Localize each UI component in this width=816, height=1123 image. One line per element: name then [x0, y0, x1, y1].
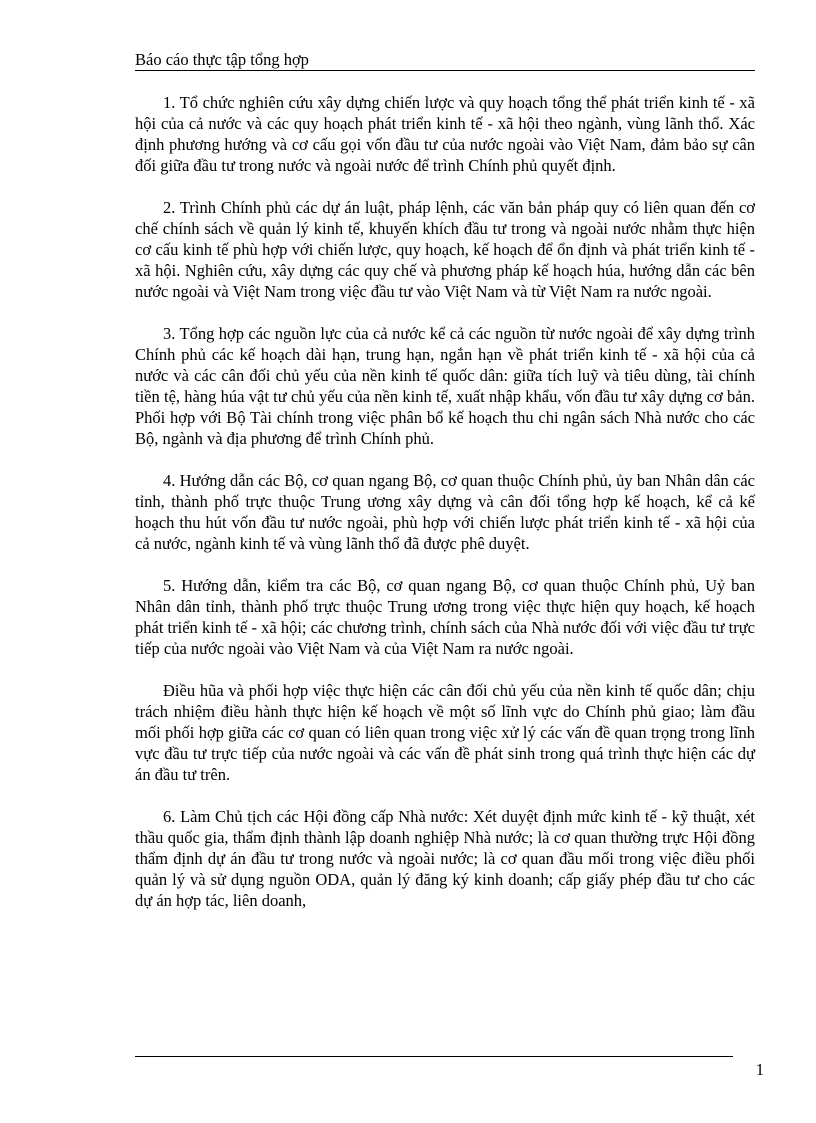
paragraph-2: 2. Trình Chính phủ các dự án luật, pháp lệnh, các văn bản pháp quy có liên quan đến cơ chế chính sách về quản lý kinh tế, khuyến khích đầu tư trong và ngoài nước nhằm thực hiện cơ cấu kinh tế phù hợp với chiến lược, quy hoạch, kế hoạch để ổn định và phát triển kinh tế - xã hội. Nghiên cứu, xây dựng các quy chế và phương pháp kế hoạch húa, hướng dẫn các bên nước ngoài và Việt Nam trong việc đầu tư vào Việt Nam và từ Việt Nam ra nước ngoài.: [135, 198, 755, 301]
paragraph-1: 1. Tổ chức nghiên cứu xây dựng chiến lược và quy hoạch tổng thể phát triển kinh tế - xã hội của cả nước và các quy hoạch phát triển kinh tế - xã hội theo ngành, vùng lãnh thổ. Xác định phương hướng và cơ cấu gọi vốn đầu tư của nước ngoài vào Việt Nam, đảm bảo sự cân đối giữa đầu tư trong nước và ngoài nước để trình Chính phủ quyết định.: [135, 93, 755, 175]
paragraph-5: 5. Hướng dẫn, kiểm tra các Bộ, cơ quan ngang Bộ, cơ quan thuộc Chính phủ, Uỷ ban Nhân dân tỉnh, thành phố trực thuộc Trung ương trong việc thực hiện quy hoạch, kế hoạch phát triển kinh tế - xã hội; các chương trình, chính sách của Nhà nước đối với việc đầu tư trực tiếp của nước ngoài vào Việt Nam và của Việt Nam ra nước ngoài.: [135, 576, 755, 658]
page-number: 1: [755, 1060, 764, 1079]
paragraph-coordination: Điều hũa và phối hợp việc thực hiện các cân đối chủ yếu của nền kinh tế quốc dân; chịu trách nhiệm điều hành thực hiện kế hoạch về một số lĩnh vực do Chính phủ giao; làm đầu mối phối hợp giữa các cơ quan có liên quan trong việc xử lý các vấn đề quan trọng trong lĩnh vực đầu tư trực tiếp của nước ngoài và các vấn đề phát sinh trong quá trình thực hiện các dự án đầu tư trên.: [135, 681, 755, 784]
header-title: Báo cáo thực tập tổng hợp: [135, 50, 309, 69]
paragraph-3: 3. Tổng hợp các nguồn lực của cả nước kể cả các nguồn từ nước ngoài để xây dựng trình Chính phủ các kế hoạch dài hạn, trung hạn, ngắn hạn về phát triển kinh tế - xã hội của cả nước và các cân đối chủ yếu của nền kinh tế quốc dân: giữa tích luỹ và tiêu dùng, tài chính tiền tệ, hàng húa vật tư chủ yếu của nền kinh tế, xuất nhập khẩu, vốn đầu tư xây dựng cơ bản. Phối hợp với Bộ Tài chính trong việc phân bổ kế hoạch thu chi ngân sách Nhà nước cho các Bộ, ngành và địa phương để trình Chính phủ.: [135, 324, 755, 448]
footer-divider: [135, 1056, 733, 1057]
page-header: [135, 50, 755, 71]
paragraph-4: 4. Hướng dẫn các Bộ, cơ quan ngang Bộ, cơ quan thuộc Chính phủ, ủy ban Nhân dân các tỉnh, thành phố trực thuộc Trung ương xây dựng và cân đối tổng hợp kế hoạch, kể cả kế hoạch thu hút vốn đầu tư nước ngoài, phù hợp với chiến lược phát triển kinh tế - xã hội của cả nước, ngành kinh tế và vùng lãnh thổ đã được phê duyệt.: [135, 471, 755, 553]
paragraph-6: 6. Làm Chủ tịch các Hội đồng cấp Nhà nước: Xét duyệt định mức kinh tế - kỹ thuật, xét thầu quốc gia, thẩm định thành lập doanh nghiệp Nhà nước; là cơ quan thường trực Hội đồng thẩm định dự án đầu tư trong nước và ngoài nước; là cơ quan đầu mối trong việc điều phối quản lý và sử dụng nguồn ODA, quản lý đăng ký kinh doanh; cấp giấy phép đầu tư cho các dự án hợp tác, liên doanh,: [135, 807, 755, 910]
document-body: [135, 92, 755, 932]
